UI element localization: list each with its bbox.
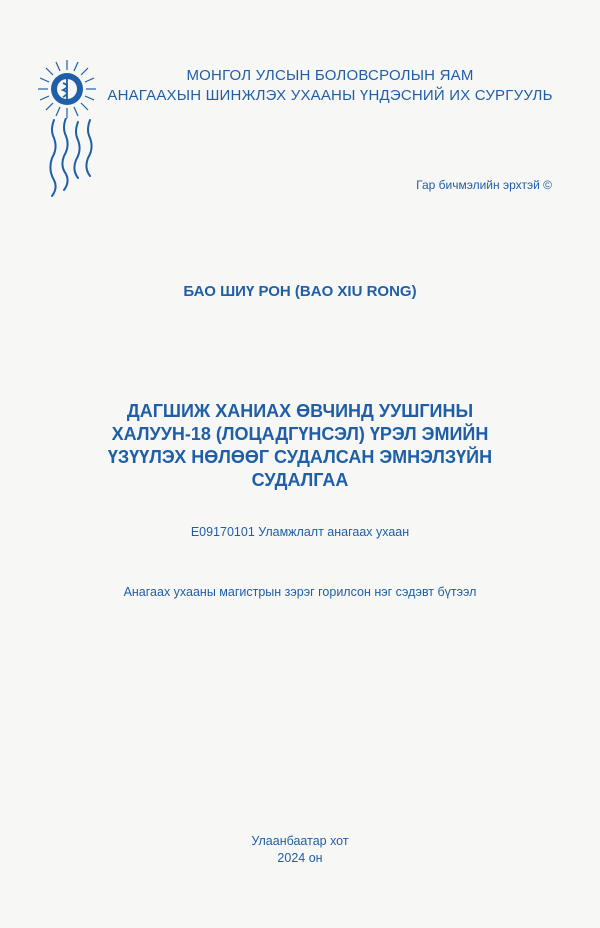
title-line: ҮЗҮҮЛЭХ НӨЛӨӨГ СУДАЛСАН ЭМНЭЛЗҮЙН (107, 447, 493, 467)
university-name: АНАГААХЫН ШИНЖЛЭХ УХААНЫ ҮНДЭСНИЙ ИХ СУРГУУЛЬ (107, 87, 553, 104)
city: Улаанбаатар хот (251, 834, 349, 848)
institution-header (100, 66, 560, 106)
ministry-name: МОНГОЛ УЛСЫН БОЛОВСРОЛЫН ЯАМ (186, 67, 474, 84)
copyright-notice: Гар бичмэлийн эрхтэй © (416, 178, 552, 192)
place-and-year (0, 833, 600, 867)
university-emblem-icon (36, 58, 98, 120)
degree-statement: Анагаах ухааны магистрын зэрэг горилсон нэг сэдэвт бүтээл (123, 585, 477, 599)
thesis-title (80, 400, 520, 492)
mongolian-script-emblem (44, 118, 100, 198)
program-code: Е09170101 Уламжлалт анагаах ухаан (190, 525, 410, 539)
year: 2024 он (277, 851, 323, 865)
title-line: СУДАЛГАА (251, 470, 349, 490)
title-line: ДАГШИЖ ХАНИАХ ӨВЧИНД УУШГИНЫ (126, 401, 474, 421)
title-line: ХАЛУУН-18 (ЛОЦАДГҮНСЭЛ) ҮРЭЛ ЭМИЙН (111, 424, 489, 444)
author-name: БАО ШИҮ РОН (BAO XIU RONG) (183, 283, 417, 300)
